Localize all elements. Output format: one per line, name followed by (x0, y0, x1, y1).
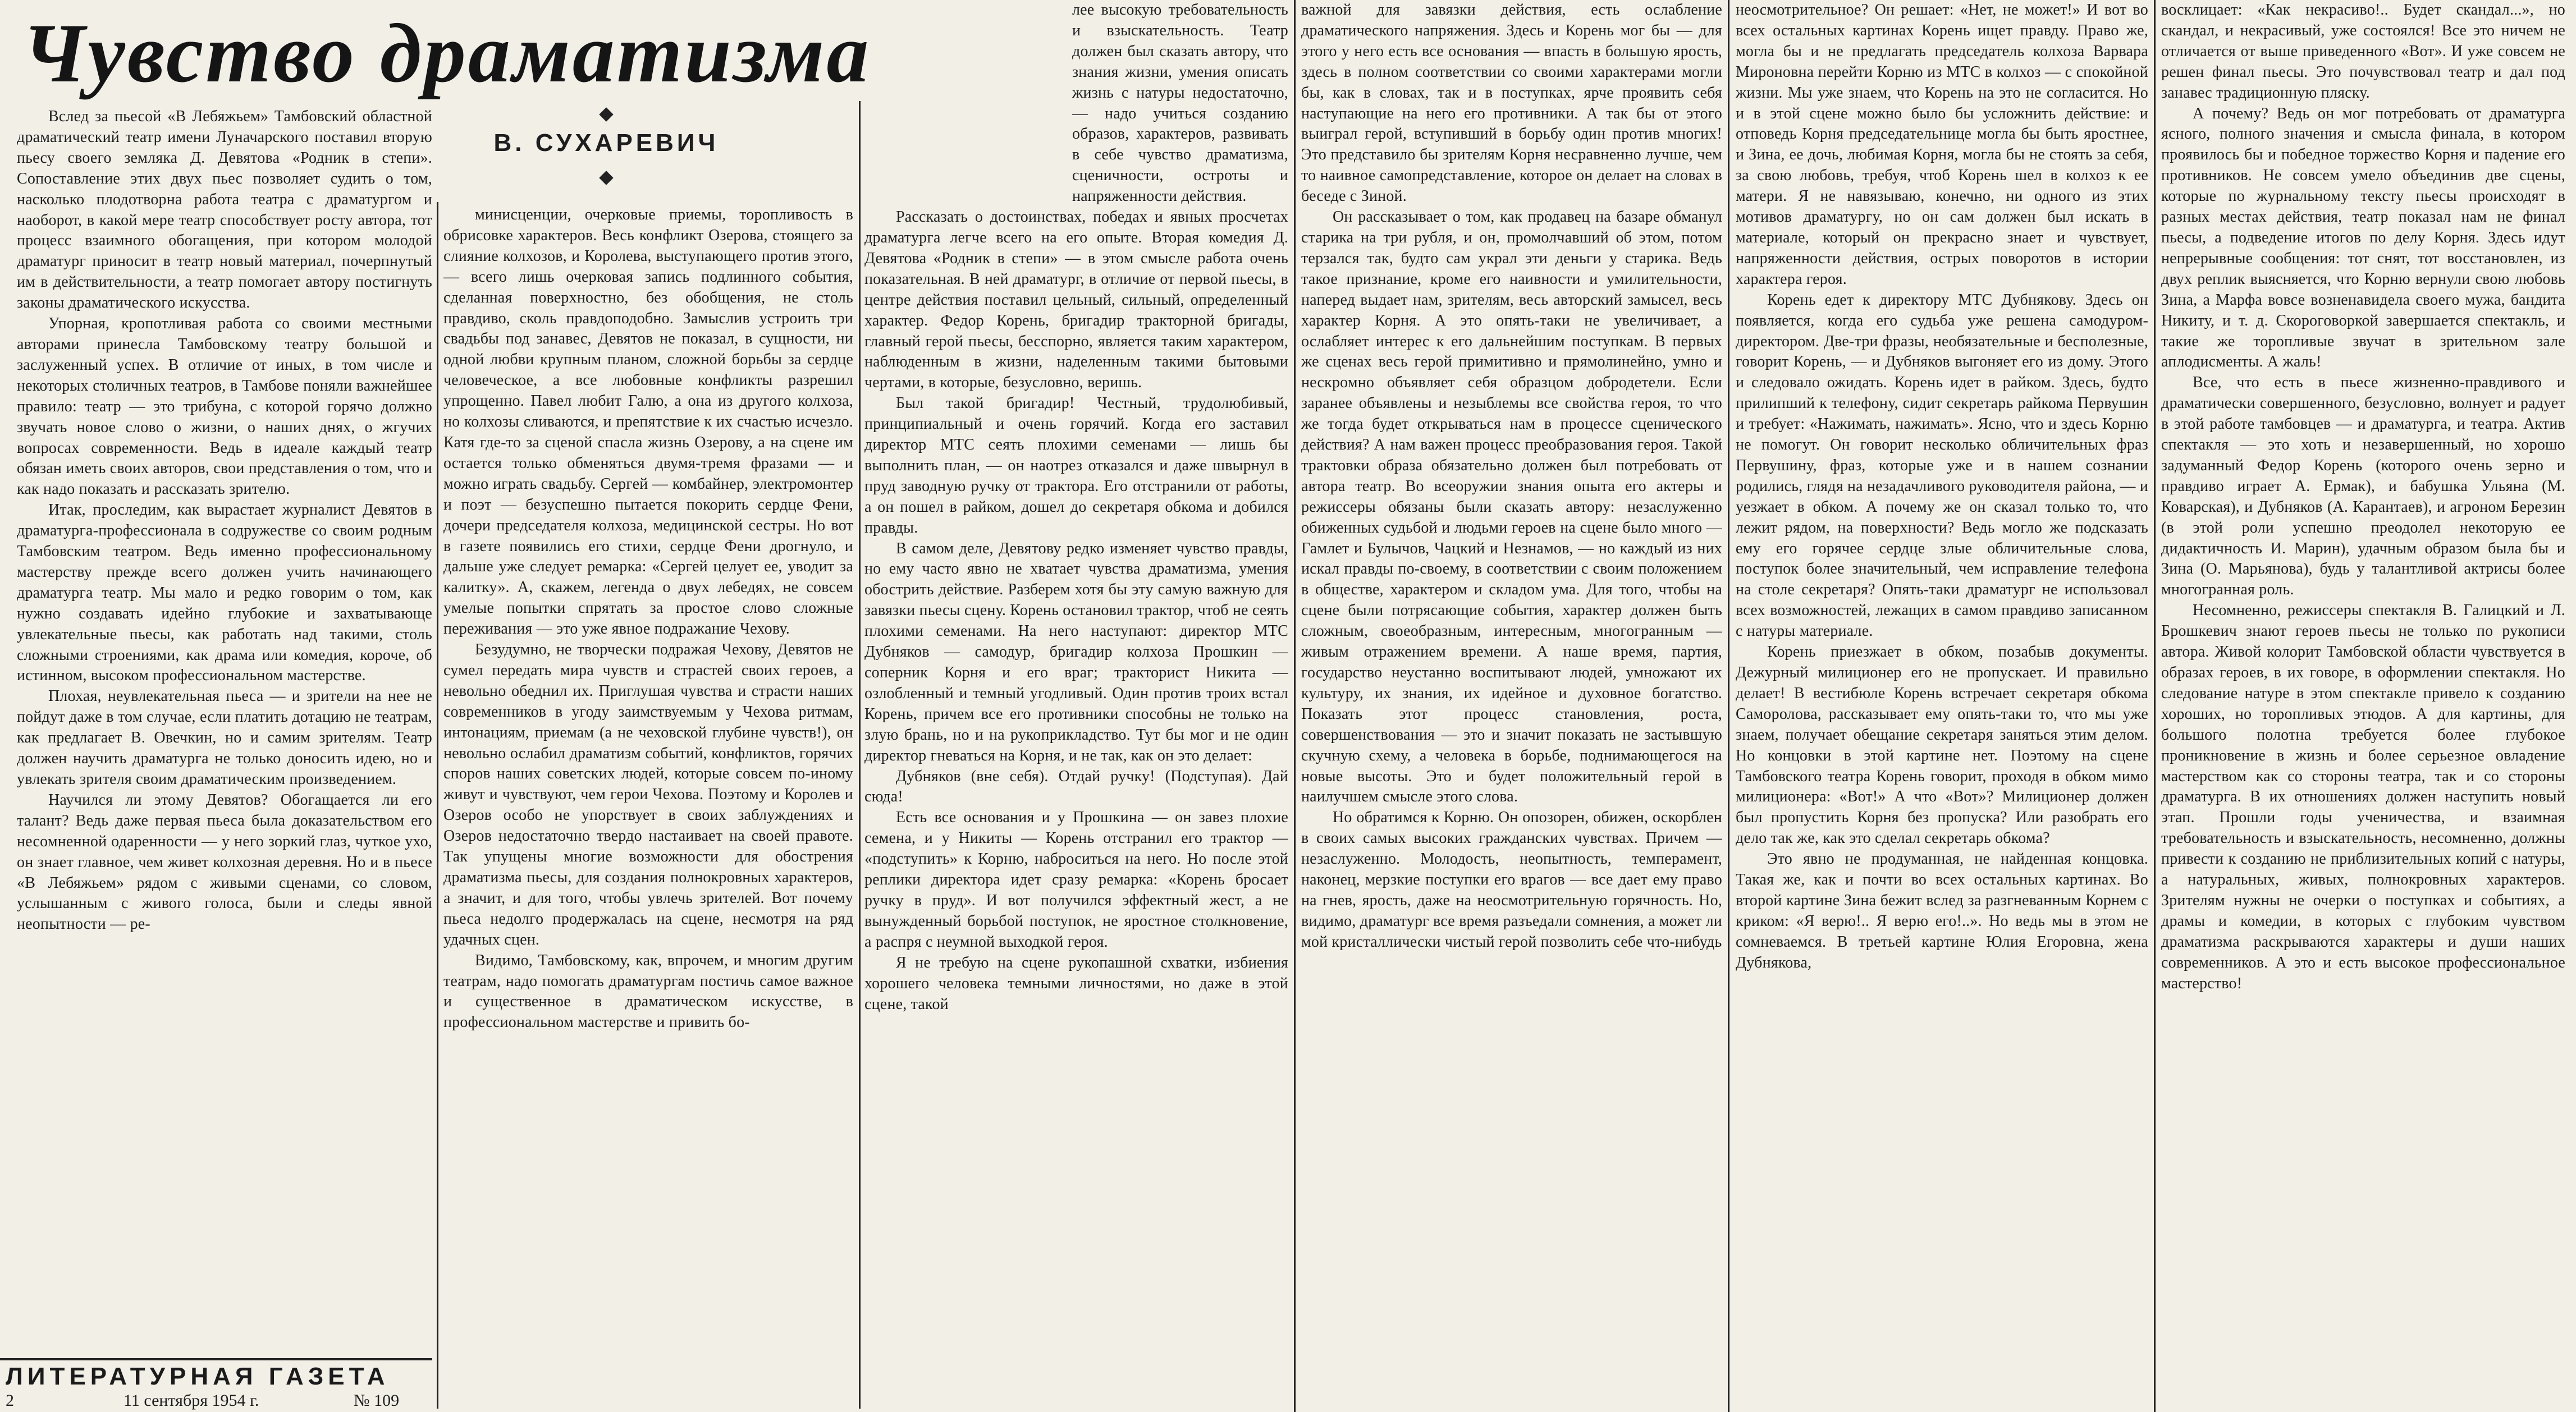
paragraph: восклицает: «Как некрасиво!.. Будет скандал...», но скандал, и некрасивый, уже состоялся! Все это ничем не отличается от выше приведенного «Вот». И уже совсем не решен финал пьесы. Это почувствовал театр и дал под занавес традиционную пляску. (2161, 1, 2565, 102)
paragraph: Упорная, кропотливая работа со своими местными авторами принесла Тамбовскому театру большой и заслуженный успех. В отличие от иных, в том числе и некоторых столичных театров, в Тамбове поняли важнейшее правило: театр — это трибуна, с которой горячо должно звучать новое слово о жизни, о наших днях, о жгучих вопросах современности. Ведь в идеале каждый театр обязан иметь своих авторов, свои представления о том, что и как надо показать и рассказать зрителю. (17, 315, 432, 498)
paragraph: Несомненно, режиссеры спектакля В. Галицкий и Л. Брошкевич знают героев пьесы не только по рукописи автора. Живой колорит Тамбовской области чувствуется в образах героев, в их говоре, в оформлении спектакля. Но следование натуре в этом спектакле привело к созданию хороших, но торопливых этюдов. А для картины, для большого полотна требуется более глубокое проникновение в жизнь и более серьезное овладение мастерством как со стороны театра, так и со стороны драматурга. В их отношениях должен наступить новый этап. Прошли годы ученичества, и взаимная требовательность и взыскательность, несомненно, должны привести к созданию не приблизительных копий с натуры, а натуральных, живых, полнокровных характеров. Зрителям нужны не очерки о поступках и событиях, а драмы и комедии, в которых с глубоким чувством драматизма раскрываются характеры и души наших современников. А это и есть высокое профессиональное мастерство! (2161, 602, 2565, 992)
newspaper-masthead: ЛИТЕРАТУРНАЯ ГАЗЕТА (6, 1363, 390, 1390)
column-rule (1728, 0, 1729, 1412)
text-column-3 (864, 0, 1288, 1409)
text-column-4 (1301, 0, 1722, 1409)
issue-number: № 109 (354, 1391, 400, 1410)
text-column-1 (17, 107, 432, 1355)
article-byline: В. СУХАРЕВИЧ (493, 129, 719, 157)
paragraph: Научился ли этому Девятов? Обогащается ли его талант? Ведь даже первая пьеса была доказательством его несомненной одаренности — у него зоркий глаз, чуткое ухо, он знает главное, чем живет колхозная деревня. Но и в пьесе «В Лебяжьем» рядом с живыми сценами, со словом, услышанным с живого голоса, были и следы явной неопытности — ре- (17, 791, 432, 933)
paragraph: Итак, проследим, как вырастает журналист Девятов в драматурга-профессионала в содружестве со своим родным Тамбовским театром. Ведь именно профессиональному мастерству прежде всего должен учить начинающего драматурга театр. Мы мало и редко говорим о том, как нужно создавать идейно глубокие и захватывающе увлекательные пьесы, как работать над такими, столь сложными строениями, как драма или комедия, короче, об истинном, высоком профессиональном мастерстве. (17, 501, 432, 685)
issue-date: 11 сентября 1954 г. (123, 1391, 259, 1410)
paragraph: Это явно не продуманная, не найденная концовка. Такая же, как и почти во всех остальных картинах. Во второй картине Зина бежит вслед за разгневанным Корнем с криком: «Я верю!.. Я верю его!..». Но ведь мы в этом не сомневаемся. В третьей картине Юлия Егоровна, жена Дубнякова, (1736, 850, 2148, 971)
paragraph: минисценции, очерковые приемы, торопливость в обрисовке характеров. Весь конфликт Озерова, стоящего за слияние колхозов, и Королева, выступающего против этого, — всего лишь очерковая запись подлинного события, сделанная поверхностно, без обобщения, не столь правдиво, сколь правдоподобно. Замыслив устроить три свадьбы под занавес, Девятов не показал, в сущности, ни одной любви крупным планом, сложной борьбы за сердце человеческое, а все любовные конфликты разрешил упрощенно. Павел любит Галю, а она из другого колхоза, но колхозы сливаются, и препятствие к их счастью исчезло. Катя где-то за сценой спасла жизнь Озерову, а на сцене им остается только обменяться двумя-тремя фразами — и можно играть свадьбу. Сергей — комбайнер, электромонтер и поэт — безуспешно пытается покорить сердце Фени, дочери председателя колхоза, медицинской сестры. Но вот в газете появились его стихи, сердце Фени дрогнуло, и дальше уже следует ремарка: «Сергей целует ее, уводит за калитку». А, скажем, легенда о двух лебедях, не совсем умелые попытки спрятать за простое слово сложные переживания — это уже явное подражание Чехову. (443, 206, 853, 638)
folio-line (6, 1391, 432, 1411)
text-column-5 (1736, 0, 2148, 1409)
text-column-6 (2161, 0, 2565, 1409)
paragraph: Есть все основания и у Прошкина — он завез плохие семена, и у Никиты — Корень отстранил его трактор — «подступить» к Корню, наброситься на него. Но после этой реплики директора идет сразу ремарка: «Корень бросает ручку в пруд». И вот получился эффектный жест, а не вынужденный борьбой поступок, не яростное столкновение, а распря с неумной выходкой героя. (864, 809, 1288, 951)
paragraph: В самом деле, Девятову редко изменяет чувство правды, но ему часто явно не хватает чувства драматизма, умения обострить действие. Разберем хотя бы эту самую важную для завязки пьесы сцену. Корень остановил трактор, чтоб не сеять плохими семенами. На него наступают: директор МТС Дубняков — самодур, бригадир колхоза Прошкин — соперник Корня и его враг; тракторист Никита — озлобленный и темный угодливый. Один против троих встал Корень, причем все его противники способны не только на злую брань, но и на рукоприкладство. Тут бы мог и не один директор гневаться на Корня, и не так, как он это делает: (864, 539, 1288, 764)
paragraph: Дубняков (вне себя). Отдай ручку! (Подступая). Дай сюда! (864, 767, 1288, 806)
paragraph: Корень едет к директору МТС Дубнякову. Здесь он появляется, когда его судьба уже решена самодуром-директором. Две-три фразы, необязательные и бесполезные, говорит Корень, — и Дубняков выгоняет его из дому. Этого и следовало ожидать. Корень идет в райком. Здесь, будто прилипший к телефону, сидит секретарь райкома Первушин и требует: «Нажимать, нажимать». Ясно, что и здесь Корню не помогут. Он говорит несколько обличительных фраз Первушину, фраз, которые уже и в нашем сознании родились, глядя на незадачливого руководителя района, — и уезжает в обком. А почему же он сказал только то, что лежит рядом, на поверхности? Ведь могло же подсказать ему его горячее сердце злые обличительные слова, поступок более значительный, чем исправление телефона на столе секретаря? Опять-таки драматург не использовал всех возможностей, лежащих в самом правдиво записанном с натуры материале. (1736, 291, 2148, 640)
paragraph: Плохая, неувлекательная пьеса — и зрители на нее не пойдут даже в том случае, если платить дотацию не театрам, как предлагает В. Овечкин, но и самим зрителям. Театр должен научить драматурга не только доносить идею, но и увлекать зрителя своим драматическим произведением. (17, 687, 432, 788)
column-rule (2154, 0, 2156, 1412)
column-rule (1294, 0, 1296, 1412)
paragraph: лее высокую требовательность и взыскательность. Театр должен был сказать автору, что знания жизни, умения описать жизнь с натуры недостаточно, — надо учиться созданию образов, характеров, развивать в себе чувство драматизма, сценичности, остроты и напряженности действия. (1072, 1, 1288, 205)
page-number: 2 (6, 1391, 14, 1410)
paragraph: Безудумно, не творчески подражая Чехову, Девятов не сумел передать мира чувств и страстей своих героев, а невольно обеднил их. Приглушая чувства и страсти наших современников в угоду заимствуемым у Чехова ритмам, интонациям, приемам (а не чеховской глубине чувств!), он невольно ослабил драматизм событий, конфликтов, горячих споров наших советских людей, которые совсем по-иному живут и чувствуют, чем герои Чехова. Поэтому и Королев и Озеров особо не упорствует в своих заблуждениях и Озеров недостаточно твердо настаивает на своей правоте. Так упущены многие возможности для обострения драматизма пьесы, для создания полнокровных характеров, а значит, и для того, чтобы увлечь зрителей. Вот почему пьеса недолго продержалась на сцене, несмотря на ряд удачных сцен. (443, 641, 853, 948)
paragraph: Корень приезжает в обком, позабыв документы. Дежурный милиционер его не пропускает. И правильно делает! В вестибюле Корень встречает секретаря обкома Саморолова, рассказывает ему опять-таки то, что мы уже знаем, получает обещание секретаря заняться этим делом. Но концовки в этой картине нет. Поэтому на сцене Тамбовского театра Корень говорит, проходя в обком мимо милиционера: «Вот!» А что «Вот»? Милиционер должен был пропустить Корня без пропуска? Или разобрать его дело так же, как это сделал секретарь обкома? (1736, 643, 2148, 847)
article-headline: Чувство драматизма (22, 7, 871, 100)
paragraph: Он рассказывает о том, как продавец на базаре обманул старика на три рубля, и он, промолчавший об этом, потом терзался так, будто сам украл эти деньги у старика. Ведь такое признание, кроме его наивности и умилительности, наперед выдает нам, зрителям, весь авторский замысел, весь характер Корня. А это опять-таки не увеличивает, а ослабляет интерес к его дальнейшим поступкам. В первых же сценах весь герой примитивно и прямолинейно, умно и нескромно объявляет себя образцом добродетели. Если заранее объявлены и незыблемы все свойства героя, то что же тогда будет открываться нам в процессе сценического действия? А нам важен процесс преобразования героя. Такой трактовки образа обязательно должен был потребовать от автора театр. Во всеоружии знания опыта его актеры и режиссеры обязаны были сказать автору: незаслуженно обиженных судьбой и людьми героев на сцене было много — Гамлет и Булычов, Чацкий и Незнамов, — но каждый из них искал правды по-своему, в соответствии с своим положением в обществе, характером и складом ума. Для того, чтобы на сцене были потрясающие события, характер должен быть сложным, своеобразным, интересным, многогранным — живым отражением времени. А наше время, партия, государство неустанно воспитывают людей, умножают их культуру, их знания, их идейное и духовное богатство. Показать этот процесс становления, роста, совершенствования — это и значит показать не застывшую скучную схему, а человека в борьбе, поднимающегося на новые высоты. Это и будет положительный герой в наилучшем смысле этого слова. (1301, 208, 1722, 806)
paragraph: Был такой бригадир! Честный, трудолюбивый, принципиальный и очень горячий. Когда его заставил директор МТС сеять плохими семенами — лишь бы выполнить план, — он наотрез отказался и даже швырнул в пруд заводную ручку от трактора. Его отстранили от работы, а он пошел в райком, дошел до секретаря обкома и добился правды. (864, 395, 1288, 537)
column-rule (437, 202, 438, 1409)
paragraph: важной для завязки действия, есть ослабление драматического напряжения. Здесь и Корень мог бы — для этого у него есть все основания — впасть в большую ярость, здесь в полном соответствии со своими характерами могли бы, как в словах, так и в поступках, ярче проявить себя наступающие на него его противники. А так бы от этого выиграл герой, вступивший в борьбу один против многих! Это представило бы зрителям Корня несравненно лучше, чем то наивное самопредставление, которое он делает на словах в беседе с Зиной. (1301, 1, 1722, 205)
paragraph: А почему? Ведь он мог потребовать от драматурга ясного, полного значения и смысла финала, в котором проявилось бы и победное торжество Корня и падение его противников. Не совсем умело объединив две сцены, которые по журнальному тексту пьесы происходят в разных местах действия, театр показал нам не финал пьесы, а подведение итогов по делу Корня. Здесь идут непрерывные сообщения: тот снят, тот восстановлен, из двух реплик выясняется, что Корню вернули свою любовь Зина, а Марфа вовсе возненавидела своего мужа, бандита Никиту, и т. д. Скороговоркой завершается спектакль, и такие же торопливые звучат в зрительном зале аплодисменты. А жаль! (2161, 104, 2565, 371)
paragraph: Видимо, Тамбовскому, как, впрочем, и многим другим театрам, надо помогать драматургам постичь самое важное и существенное в драматическом искусстве, в профессиональном мастерстве и привить бо- (443, 951, 853, 1032)
paragraph: Я не требую на сцене рукопашной схватки, избиения хорошего человека темными личностями, но даже в этой сцене, такой (864, 953, 1288, 1013)
paragraph: Все, что есть в пьесе жизненно-правдивого и драматически совершенного, безусловно, волнует и радует в этой работе тамбовцев — и драматурга, и театра. Актив спектакля — это хоть и незавершенный, но хорошо задуманный Федор Корень (которого очень зерно и правдиво играет А. Ермак), и бабушка Ульяна (М. Коварская), и Дубняков (А. Карантаев), и агроном Березин (в этой роли успешно преодолел некоторую ее дидактичность И. Марин), удачным образом была бы и Зина (О. Марьянова), будь у талантливой актрисы более многогранная роль. (2161, 374, 2565, 599)
byline-block (449, 101, 763, 185)
masthead-rule (0, 1358, 432, 1360)
paragraph: Рассказать о достоинствах, победах и явных просчетах драматурга легче всего на его опыте. Вторая комедия Д. Девятова «Родник в степи» — в этом смысле работа очень показательная. В ней драматург, в отличие от первой пьесы, в центре действия поставил цельный, сильный, определенный характер. Федор Корень, бригадир тракторной бригады, главный герой пьесы, бесспорно, является таким характером, наблюденным в жизни, наделенным такими бытовыми чертами, в которые, безусловно, веришь. (864, 208, 1288, 392)
ornament-diamond-bottom (599, 171, 613, 185)
column-rule (859, 101, 861, 1409)
paragraph: Вслед за пьесой «В Лебяжьем» Тамбовский областной драматический театр имени Луначарского поставил вторую пьесу своего земляка Д. Девятова «Родник в степи». Сопоставление этих двух пьес позволяет судить о том, насколько плодотворна работа театра с драматургом и наоборот, в какой мере театр способствует росту автора, тот процесс взаимного обогащения, при котором молодой драматург приносит в театр новый материал, почерпнутый им в действительности, а театр помогает автору постигнуть законы драматического искусства. (17, 108, 432, 312)
text-column-2 (443, 205, 853, 1409)
paragraph: Но обратимся к Корню. Он опозорен, обижен, оскорблен в своих самых высоких гражданских чувствах. Причем — незаслуженно. Молодость, неопытность, темперамент, наконец, мерзкие поступки его врагов — все дает ему право на гнев, ярость, даже на неосмотрительную горячность. Но, видимо, драматург все время разъедали сомнения, а может ли мой кристаллически чистый герой позволить себе что-нибудь (1301, 809, 1722, 951)
paragraph: неосмотрительное? Он решает: «Нет, не может!» И вот во всех остальных картинах Корень ищет правду. Право же, могла бы и не предлагать председатель колхоза Варвара Мироновна перейти Корню из МТС в колхоз — с спокойной жизни. Мы уже знаем, что Корень на это не согласится. Но и в этой сцене можно было бы усложнить действие: и отповедь Корня председательнице могла бы быть яростнее, и Зина, ее дочь, любимая Корня, могла бы не стоять за себя, за свою любовь, требуя, чтоб Корень шел в колхоз к ее матери. Я не навязываю, конечно, ни одного из этих мотивов драматургу, но он сам должен был искать в материале, который он прекрасно знает и чувствует, напряженности действия, острых поворотов в истории характера героя. (1736, 1, 2148, 288)
ornament-diamond-top (599, 107, 613, 121)
